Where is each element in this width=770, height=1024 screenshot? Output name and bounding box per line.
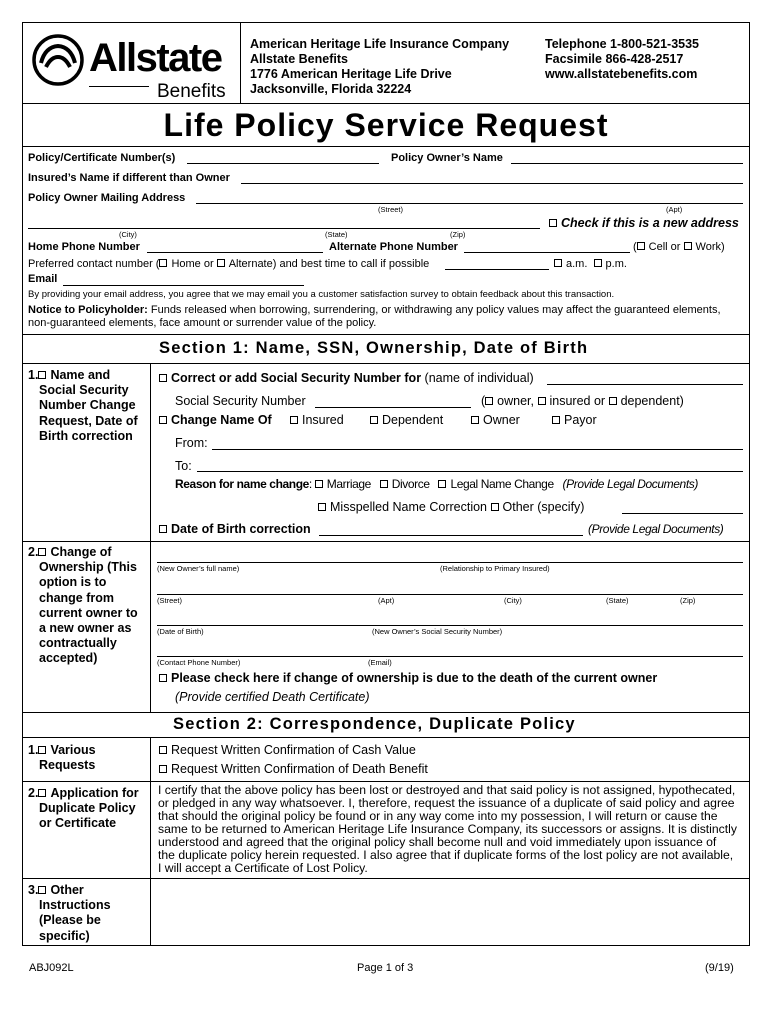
section2-top-rule xyxy=(23,712,749,713)
new-owner-name-caption: (New Owner’s full name) xyxy=(157,564,240,573)
change-ownership-checkbox[interactable] xyxy=(38,548,46,556)
new-address-checkbox[interactable]: Check if this is a new address xyxy=(549,216,739,230)
no-street-caption: (Street) xyxy=(157,596,183,605)
contact-phone-caption: (Contact Phone Number) xyxy=(157,658,241,667)
no-apt-caption: (Apt) xyxy=(378,596,395,605)
policyholder-notice: Notice to Policyholder: Funds released when borrowing, surrendering, or withdrawing any policy values may affect the guaranteed elements, non-guaranteed elements, face amount or surrender value of the policy. xyxy=(28,304,721,329)
mailing-address-label: Policy Owner Mailing Address xyxy=(28,192,186,204)
opt-insured[interactable]: Insured xyxy=(290,413,344,427)
insured-checkbox[interactable] xyxy=(538,397,546,405)
misspelled-checkbox[interactable] xyxy=(318,503,326,511)
alternate-phone-label: Alternate Phone Number xyxy=(329,241,458,253)
new-owner-name-field[interactable] xyxy=(157,562,743,563)
best-time-field[interactable] xyxy=(445,269,549,270)
dob-correction-row: Date of Birth correction xyxy=(159,522,311,536)
s2-item2-label: 2. Application for Duplicate Policy or Certificate xyxy=(28,786,139,831)
home-checkbox[interactable] xyxy=(159,259,167,267)
ssn-individual-name-field[interactable] xyxy=(547,384,743,385)
company-line: Allstate Benefits xyxy=(250,52,348,66)
no-city-caption: (City) xyxy=(504,596,522,605)
allstate-logo xyxy=(29,29,235,103)
death-checkbox[interactable] xyxy=(159,674,167,682)
page-title: Life Policy Service Request xyxy=(163,107,609,143)
apt-caption: (Apt) xyxy=(666,205,683,214)
s1-item1-label: 1. Name and Social Security Number Change Request, Date of Birth correction xyxy=(28,368,138,443)
hands-icon xyxy=(31,33,85,87)
policy-owner-name-label: Policy Owner’s Name xyxy=(391,152,503,164)
checkbox-icon[interactable] xyxy=(552,416,560,424)
ssn-field[interactable] xyxy=(315,407,471,408)
facsimile: Facsimile 866-428-2517 xyxy=(545,52,684,66)
contact-block xyxy=(545,37,699,82)
new-owner-ssn-caption: (New Owner’s Social Security Number) xyxy=(372,627,503,636)
certification-text: I certify that the above policy has been lost or destroyed and that said policy is not assigned, hypothecated, or pledged in any way whatsoever. I, therefore, request the issuance of a duplicate of said policy and agree that should the original policy be found or in any way come into my possession, I will return or cause the same to be returned to American Heritage Life Insurance Company, its successors or assigns. It is distinctly understood and agreed that the original policy shall become null and void immediately upon issuance of the duplicate policy herein requested. I also agree that if duplicate forms of the lost policy are not available, I will accept a Certificate of Lost Policy. xyxy=(158,783,737,875)
marriage-checkbox[interactable] xyxy=(315,480,323,488)
am-pm-options: a.m. p.m. xyxy=(554,258,627,270)
company-line: 1776 American Heritage Life Drive xyxy=(250,67,452,81)
misspelled-other-row: Misspelled Name Correction Other (specify) xyxy=(318,500,584,514)
no-zip-caption: (Zip) xyxy=(680,596,696,605)
checkbox-icon[interactable] xyxy=(290,416,298,424)
company-address-block xyxy=(250,37,509,97)
policy-number-field[interactable] xyxy=(187,163,379,164)
change-name-checkbox[interactable] xyxy=(159,416,167,424)
logo-rule xyxy=(89,86,149,87)
am-checkbox[interactable] xyxy=(554,259,562,267)
alternate-checkbox[interactable] xyxy=(217,259,225,267)
telephone: Telephone 1-800-521-3535 xyxy=(545,37,700,51)
new-owner-contact-field[interactable] xyxy=(157,656,743,657)
no-state-caption: (State) xyxy=(606,596,629,605)
insured-name-field[interactable] xyxy=(241,183,743,184)
phone-type-options: ( Cell or Work) xyxy=(633,241,725,253)
divorce-checkbox[interactable] xyxy=(380,480,388,488)
section2-title: Section 2: Correspondence, Duplicate Policy xyxy=(173,715,576,733)
dob-caption: (Date of Birth) xyxy=(157,627,204,636)
duplicate-policy-checkbox[interactable] xyxy=(38,789,46,797)
company-line: Jacksonville, Florida 32224 xyxy=(250,82,412,96)
death-check-row: Please check here if change of ownership is due to the death of the current owner xyxy=(159,671,657,685)
change-name-of-row: Change Name Of xyxy=(159,413,272,427)
pm-checkbox[interactable] xyxy=(594,259,602,267)
section2-header-rule xyxy=(23,737,749,738)
company-line: American Heritage Life Insurance Company xyxy=(250,37,510,51)
s1-item2-label: 2. Change of Ownership (This option is to change from current owner to a new owner as contractually accepted) xyxy=(28,545,138,666)
new-owner-address-field[interactable] xyxy=(157,594,743,595)
relationship-caption: (Relationship to Primary Insured) xyxy=(440,564,550,573)
policy-owner-name-field[interactable] xyxy=(511,163,743,164)
mailing-city-state-zip-field[interactable] xyxy=(28,228,540,229)
owner-checkbox[interactable] xyxy=(485,397,493,405)
home-phone-field[interactable] xyxy=(147,252,323,253)
zip-caption: (Zip) xyxy=(450,230,466,239)
s2-item3-label: 3. Other Instructions (Please be specific) xyxy=(28,883,111,943)
street-caption: (Street) xyxy=(378,205,404,214)
death-certificate-note: (Provide certified Death Certificate) xyxy=(175,690,370,704)
to-field[interactable] xyxy=(197,471,743,472)
s1-item2-rule xyxy=(23,541,749,542)
cash-value-checkbox[interactable] xyxy=(159,746,167,754)
insured-name-label: Insured’s Name if different than Owner xyxy=(28,172,230,184)
from-field[interactable] xyxy=(212,449,743,450)
mailing-street-field[interactable] xyxy=(196,203,743,204)
dob-correction-field[interactable] xyxy=(319,535,583,536)
dob-checkbox[interactable] xyxy=(159,525,167,533)
cell-checkbox[interactable] xyxy=(637,242,645,250)
name-ssn-checkbox[interactable] xyxy=(38,371,46,379)
new-owner-dob-ssn-field[interactable] xyxy=(157,625,743,626)
section1-column-divider xyxy=(150,363,151,712)
logo-benefits: Benefits xyxy=(157,81,226,102)
checkbox-icon[interactable] xyxy=(370,416,378,424)
section1-title: Section 1: Name, SSN, Ownership, Date of Birth xyxy=(159,339,589,357)
checkbox-icon[interactable] xyxy=(471,416,479,424)
death-benefit-request: Request Written Confirmation of Death Benefit xyxy=(159,762,428,776)
reason-row: Reason for name change: Marriage Divorce Legal Name Change (Provide Legal Documents) xyxy=(175,477,698,491)
opt-dependent[interactable]: Dependent xyxy=(370,413,443,427)
email-label: Email xyxy=(28,273,58,285)
city-caption: (City) xyxy=(119,230,137,239)
email-caption: (Email) xyxy=(368,658,392,667)
s2-item1-label: 1. Various Requests xyxy=(28,743,96,773)
form-date: (9/19) xyxy=(705,962,734,974)
state-caption: (State) xyxy=(325,230,348,239)
logo-wordmark: Allstate xyxy=(89,36,222,80)
death-benefit-checkbox[interactable] xyxy=(159,765,167,773)
policy-number-label: Policy/Certificate Number(s) xyxy=(28,152,176,164)
header-bottom-rule xyxy=(23,103,749,104)
home-phone-label: Home Phone Number xyxy=(28,241,140,253)
work-checkbox[interactable] xyxy=(684,242,692,250)
header-divider xyxy=(240,23,241,103)
email-field[interactable] xyxy=(63,285,304,286)
dependent-checkbox[interactable] xyxy=(609,397,617,405)
opt-payor[interactable]: Payor xyxy=(552,413,597,427)
dob-legal-docs-note: (Provide Legal Documents) xyxy=(588,522,724,536)
correct-ssn-row: Correct or add Social Security Number for (name of individual) xyxy=(159,371,534,385)
title-rule xyxy=(23,146,749,147)
form-code: ABJ092L xyxy=(29,962,74,974)
alternate-phone-field[interactable] xyxy=(464,252,630,253)
ssn-role-options: ( owner, insured or dependent) xyxy=(481,394,684,408)
preferred-contact-line: Preferred contact number ( Home or Alternate) and best time to call if possible xyxy=(28,258,430,270)
section1-header-rule xyxy=(23,363,749,364)
other-instructions-field[interactable] xyxy=(151,879,748,944)
website-link[interactable]: www.allstatebenefits.com xyxy=(545,67,698,81)
checkbox-icon[interactable] xyxy=(549,219,557,227)
section1-top-rule xyxy=(23,334,749,335)
from-label: From: xyxy=(175,436,208,450)
other-checkbox[interactable] xyxy=(491,503,499,511)
other-specify-field[interactable] xyxy=(622,513,743,514)
page-number: Page 1 of 3 xyxy=(357,962,414,974)
form-page xyxy=(22,22,750,946)
to-label: To: xyxy=(175,459,192,473)
email-notice: By providing your email address, you agree that we may email you a customer satisfaction survey to obtain feedback about this transaction. xyxy=(28,289,615,300)
correct-ssn-checkbox[interactable] xyxy=(159,374,167,382)
other-instructions-checkbox[interactable] xyxy=(38,886,46,894)
s2-item2-rule xyxy=(23,781,749,782)
legal-name-change-checkbox[interactable] xyxy=(438,480,446,488)
ssn-label: Social Security Number xyxy=(175,394,306,408)
cash-value-request: Request Written Confirmation of Cash Value xyxy=(159,743,416,757)
opt-owner[interactable]: Owner xyxy=(471,413,520,427)
various-requests-checkbox[interactable] xyxy=(38,746,46,754)
